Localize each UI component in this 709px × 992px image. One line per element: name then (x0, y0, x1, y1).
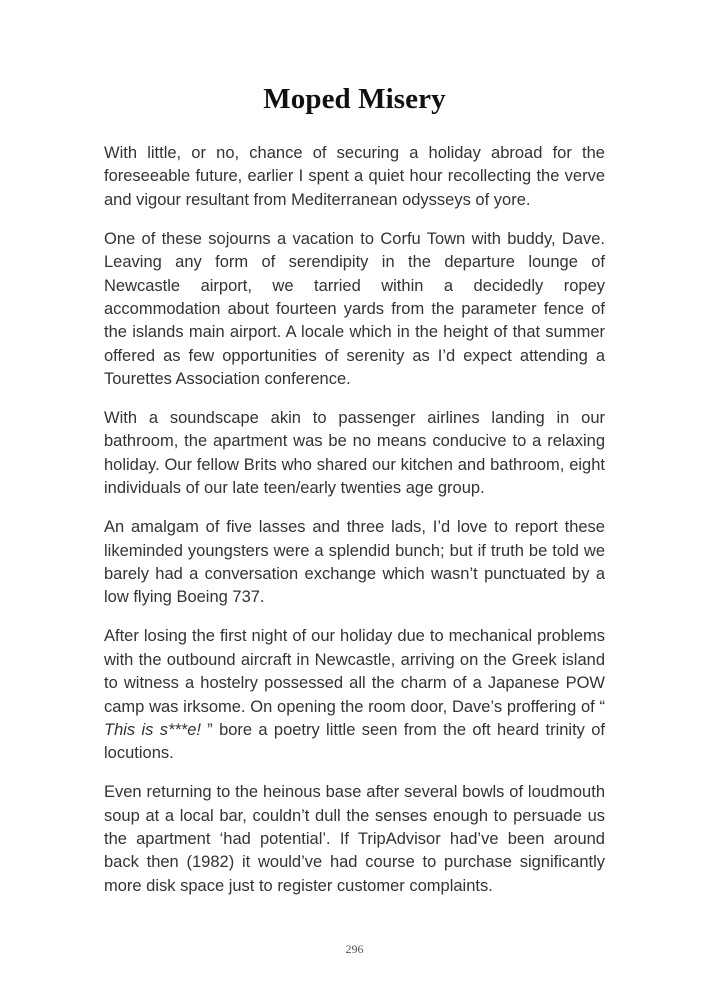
page-number: 296 (345, 942, 364, 956)
paragraph-3: With a soundscape akin to passenger airlines landing in our bathroom, the apartment was be no means conducive to a relaxing holiday. Our fellow Brits who shared our kitchen and bathroom, eight individuals of our late teen/early twenties age group. (104, 409, 605, 498)
paragraph-1: With little, or no, chance of securing a holiday abroad for the foreseeable future, earlier I spent a quiet hour recollecting the verve and vigour resultant from Mediterranean odysseys of yore. (104, 144, 605, 209)
paragraph-4: An amalgam of five lasses and three lads, I’d love to report these likeminded youngsters were a splendid bunch; but if truth be told we barely had a conversation exchange which wasn’t punctuated by a low flying Boeing 737. (104, 518, 605, 607)
paragraph-5 (104, 625, 605, 765)
chapter-body (104, 142, 605, 898)
chapter-title: Moped Misery (263, 83, 446, 115)
paragraph-6: Even returning to the heinous base after several bowls of loudmouth soup at a local bar, couldn’t dull the senses enough to persuade us the apartment ‘had potential’. If TripAdvisor had’ve been around back then (1982) it would’ve had course to purchase significantly more disk space just to register customer complaints. (104, 783, 605, 895)
paragraph-5-text-end: ” bore a poetry little seen from the oft heard trinity of locutions. (104, 720, 605, 763)
paragraph-5-text-start: After losing the first night of our holiday due to mechanical problems with the outbound aircraft in Newcastle, arriving on the Greek island to witness a hostelry possessed all the charm of a Japanese POW camp was irksome. On opening the room door, Dave’s proffering of “ (104, 627, 605, 716)
paragraph-2: One of these sojourns a vacation to Corfu Town with buddy, Dave. Leaving any form of serendipity in the departure lounge of Newcastle airport, we tarried within a decidedly ropey accommodation about fourteen yards from the parameter fence of the islands main airport. A locale which in the height of that summer offered as few opportunities of serenity as I’d expect attending a Tourettes Association conference. (104, 229, 605, 389)
paragraph-5-quote: This is s***e! (104, 720, 208, 739)
